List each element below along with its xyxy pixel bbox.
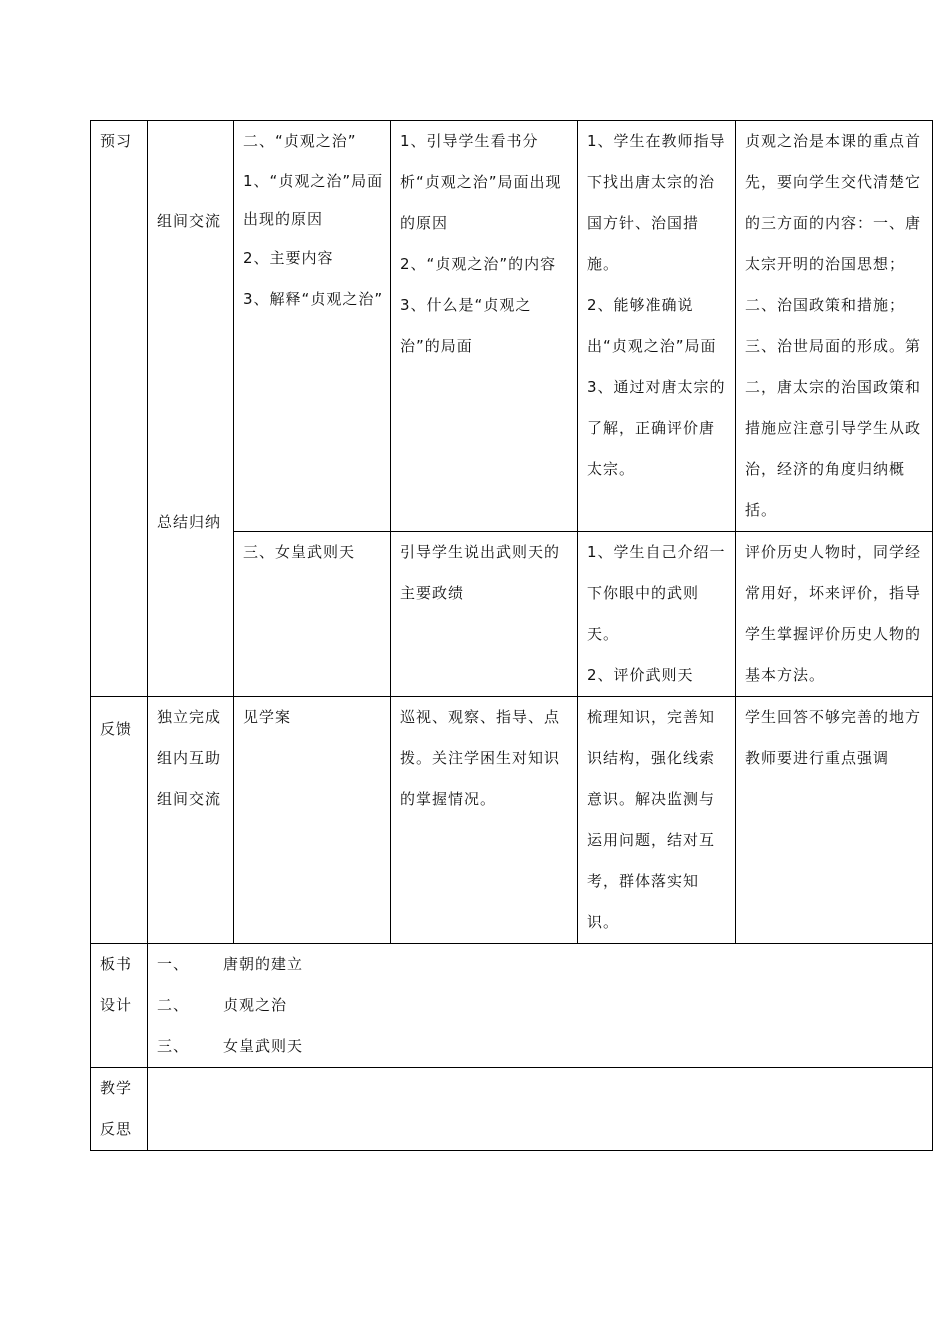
board-item [157, 985, 926, 1026]
board-label-line: 设计 [100, 996, 133, 1014]
content-line: 二、“贞观之治” [243, 132, 357, 150]
content-cell [234, 532, 391, 697]
stage-feedback-cell [91, 697, 148, 944]
content-cell [234, 697, 391, 944]
note-text: 贞观之治是本课的重点首先，要向学生交代清楚它的三方面的内容：一、唐太宗开明的治国思想；二、治国政策和措施；三、治世局面的形成。第二，唐太宗的治国政策和措施应注意引导学生从政治，经济的角度归纳概括。 [745, 132, 922, 519]
content-line: 1、“贞观之治”局面出现的原因 [243, 172, 384, 228]
board-item [157, 1026, 926, 1067]
teacher-line: 引导学生说出武则天的主要政绩 [400, 543, 561, 602]
method-cell [148, 697, 234, 944]
board-design-cell [148, 944, 933, 1068]
note-text: 评价历史人物时，同学经常用好，坏来评价，指导学生掌握评价历史人物的基本方法。 [745, 543, 922, 684]
board-item-number: 三、 [157, 1037, 190, 1055]
student-activity-cell [578, 532, 736, 697]
teacher-activity-cell [391, 697, 578, 944]
content-cell [234, 121, 391, 532]
lesson-plan-table [90, 120, 933, 1151]
table-row [91, 1068, 933, 1151]
student-line: 3、通过对唐太宗的了解，正确评价唐太宗。 [587, 378, 726, 478]
board-item-text: 贞观之治 [223, 996, 288, 1014]
content-line: 三、女皇武则天 [243, 543, 356, 561]
teacher-activity-cell [391, 532, 578, 697]
board-item-number: 一、 [157, 955, 190, 973]
reflection-label-cell [91, 1068, 148, 1151]
board-item [157, 944, 926, 985]
design-note-cell [736, 532, 933, 697]
method-label: 组内互助 [157, 749, 222, 767]
student-activity-cell [578, 697, 736, 944]
board-label-line: 板书 [100, 955, 133, 973]
teacher-activity-cell [391, 121, 578, 532]
student-line: 1、学生在教师指导下找出唐太宗的治国方针、治国措施。 [587, 132, 726, 273]
method-label: 总结归纳 [157, 513, 222, 531]
student-activity-cell [578, 121, 736, 532]
board-item-text: 女皇武则天 [223, 1037, 304, 1055]
content-line: 2、主要内容 [243, 249, 334, 267]
student-line: 2、评价武则天 [587, 666, 694, 684]
student-line: 1、学生自己介绍一下你眼中的武则天。 [587, 543, 726, 643]
method-label: 独立完成 [157, 708, 222, 726]
content-line: 3、解释“贞观之治” [243, 290, 384, 308]
board-item-number: 二、 [157, 996, 190, 1014]
design-note-cell [736, 121, 933, 532]
board-item-text: 唐朝的建立 [223, 955, 304, 973]
student-line: 2、能够准确说出“贞观之治”局面 [587, 296, 717, 355]
reflection-content-cell [148, 1068, 933, 1151]
table-row [91, 944, 933, 1068]
board-label-cell [91, 944, 148, 1068]
design-note-cell [736, 697, 933, 944]
teacher-line: 1、引导学生看书分析“贞观之治”局面出现的原因 [400, 132, 562, 232]
method-label: 组间交流 [157, 790, 222, 808]
student-line: 梳理知识，完善知识结构，强化线索意识。解决监测与运用问题，结对互考，群体落实知识。 [587, 708, 716, 931]
reflection-label-line: 教学 [100, 1079, 133, 1097]
content-line: 见学案 [243, 708, 292, 726]
stage-label: 预习 [100, 132, 133, 150]
table-row [91, 697, 933, 944]
note-text: 学生回答不够完善的地方教师要进行重点强调 [745, 708, 922, 767]
teacher-line: 2、“贞观之治”的内容3、什么是“贞观之治”的局面 [400, 255, 557, 355]
stage-preview-cell [91, 121, 148, 697]
teacher-line: 巡视、观察、指导、点拨。关注学困生对知识的掌握情况。 [400, 708, 561, 808]
table-row [91, 121, 933, 532]
method-cell [148, 121, 234, 697]
stage-label: 反馈 [100, 720, 133, 738]
method-label: 组间交流 [157, 212, 222, 230]
reflection-label-line: 反思 [100, 1120, 133, 1138]
